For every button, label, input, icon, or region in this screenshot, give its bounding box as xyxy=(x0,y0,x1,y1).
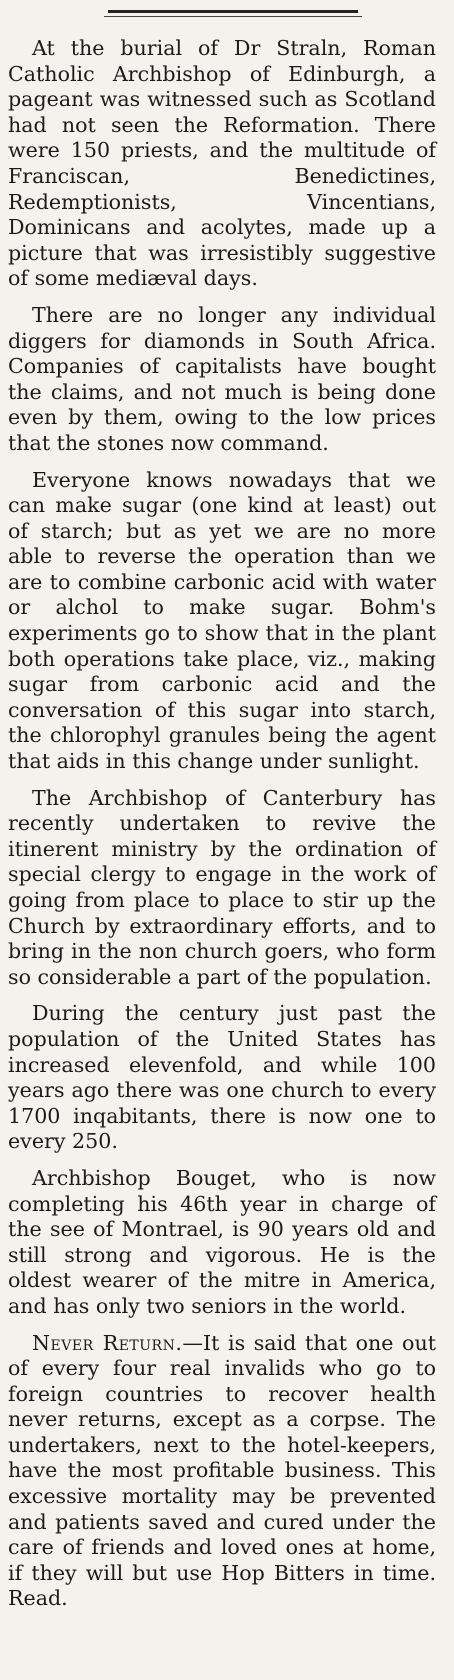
article-us-population: During the century just past the population of the United States has increased elevenfold, and while 100 years ago there was one church to every 1700 inqabitants, there is now one to every 250. xyxy=(8,1001,436,1154)
article-itinerent-ministry: The Archbishop of Canterbury has recently undertaken to revive the itinerent ministry by the ordination of special clergy to engage in the work of going from place to place to stir up the Church by extraordinary efforts, and to bring in the non church goers, who form so considerable a part of the population. xyxy=(8,785,436,989)
rule-line xyxy=(108,10,358,13)
article-separator xyxy=(8,1320,436,1331)
column-header-rule xyxy=(8,0,436,36)
rule-line-thin xyxy=(104,16,362,17)
article-archbishop-burial: At the burial of Dr Straln, Roman Catholic Archbishop of Edinburgh, a pageant was witnessed such as Scotland had not seen the Reformation. There were 150 priests, and the multitude of Franciscan, Benedictines, Redemptionists, Vincentians, Dominicans and acolytes, made up a picture that was irresistibly suggestive of some mediæval days. xyxy=(8,36,436,291)
article-separator xyxy=(8,990,436,1001)
article-sugar-starch: Everyone knows nowadays that we can make sugar (one kind at least) out of starch; but as yet we are no more able to reverse the operation than we are to combine carbonic acid with water or alchol to make sugar. Bohm's experiments go to show that in the plant both operations take place, viz., making sugar from carbonic acid and the conversation of this sugar into starch, the chlorophyl granules being the agent that aids in this change under sunlight. xyxy=(8,467,436,774)
article-separator xyxy=(8,292,436,303)
article-archbishop-bouget: Archbishop Bouget, who is now completing his 46th year in charge of the see of Montrael, is 90 years old and still strong and vigorous. He is the oldest wearer of the mitre in America, and has only two seniors in the world. xyxy=(8,1165,436,1318)
article-separator xyxy=(8,457,436,468)
article-heading: Never Return. xyxy=(32,1330,183,1355)
article-diamond-diggers: There are no longer any individual diggers for diamonds in South Africa. Companies of capitalists have bought the claims, and not much is being done even by them, owing to the low prices that the stones now command. xyxy=(8,302,436,455)
article-never-return xyxy=(8,1331,436,1613)
article-separator xyxy=(8,775,436,786)
article-body: —It is said that one out of every four real invalids who go to foreign countries to recover health never returns, except as a corpse. The undertakers, next to the hotel-keepers, have the most profitable business. This excessive mortality may be prevented and patients saved and cured under the care of friends and loved ones at home, if they will but use Hop Bitters in time. Read. xyxy=(8,1330,436,1611)
article-separator xyxy=(8,1155,436,1166)
